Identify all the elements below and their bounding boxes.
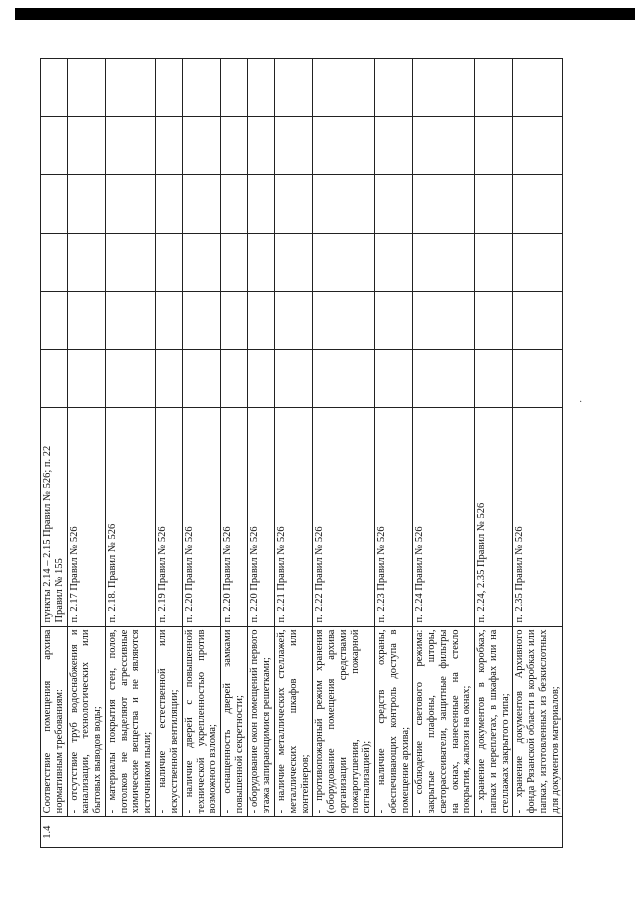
blank-cell — [375, 233, 413, 291]
table-row — [513, 59, 563, 848]
table-row — [221, 59, 248, 848]
requirement-cell: - наличие металлических стеллажей, металлических шкафов или контейнеров; — [275, 626, 313, 817]
blank-cell — [67, 233, 105, 291]
blank-cell — [313, 233, 375, 291]
blank-cell — [375, 117, 413, 175]
blank-cell — [41, 59, 68, 117]
requirement-cell: - наличие естественной или искусственной вентиляции; — [155, 626, 182, 817]
blank-cell — [182, 59, 220, 117]
reference-cell: п. 2.23 Правил № 526 — [375, 408, 413, 626]
blank-cell — [67, 175, 105, 233]
reference-cell: п. 2.20 Правил № 526 — [182, 408, 220, 626]
blank-cell — [475, 291, 513, 349]
requirement-cell: - материалы покрытия стен, полов, потолков не выделяют агрессивные химические вещества и не являются источником пыли; — [105, 626, 155, 817]
blank-cell — [155, 291, 182, 349]
blank-cell — [182, 175, 220, 233]
blank-cell — [475, 59, 513, 117]
reference-header-cell: пункты 2.14 – 2.15 Правил № 526; п. 22 Правил № 155 — [41, 408, 68, 626]
table-header-row — [41, 59, 68, 848]
blank-cell — [413, 291, 475, 349]
blank-cell — [221, 117, 248, 175]
blank-cell — [105, 349, 155, 407]
blank-cell — [275, 349, 313, 407]
blank-cell — [182, 233, 220, 291]
blank-cell — [275, 59, 313, 117]
blank-cell — [221, 233, 248, 291]
blank-cell — [155, 233, 182, 291]
table-row — [475, 59, 513, 848]
blank-cell — [41, 117, 68, 175]
blank-cell — [513, 291, 563, 349]
blank-cell — [105, 291, 155, 349]
table-row — [375, 59, 413, 848]
blank-cell — [105, 117, 155, 175]
requirement-header-cell: Соответствие помещения архива нормативным требованиям: — [41, 626, 68, 817]
blank-cell — [513, 175, 563, 233]
blank-cell — [413, 117, 475, 175]
reference-cell: п. 2.18. Правил № 526 — [105, 408, 155, 626]
blank-cell — [67, 349, 105, 407]
blank-cell — [413, 349, 475, 407]
blank-cell — [248, 59, 275, 117]
requirement-cell: - отсутствие труб водоснабжения и канализации, технологических или бытовых выводов воды; — [67, 626, 105, 817]
blank-cell — [182, 117, 220, 175]
blank-cell — [41, 175, 68, 233]
requirement-cell: - оснащенность дверей замками повышенной секретности; — [221, 626, 248, 817]
blank-cell — [413, 233, 475, 291]
blank-cell — [155, 349, 182, 407]
blank-cell — [248, 175, 275, 233]
blank-cell — [513, 59, 563, 117]
blank-cell — [67, 59, 105, 117]
reference-cell: п. 2.24, 2.35 Правил № 526 — [475, 408, 513, 626]
blank-cell — [413, 175, 475, 233]
reference-cell: п. 2.22 Правил № 526 — [313, 408, 375, 626]
scan-speck: · — [579, 397, 583, 408]
blank-cell — [105, 59, 155, 117]
blank-cell — [275, 291, 313, 349]
table-row — [248, 59, 275, 848]
reference-cell: п. 2.20 Правил № 526 — [221, 408, 248, 626]
blank-cell — [475, 233, 513, 291]
requirement-cell: - наличие средств охраны, обеспечивающих контроль доступа в помещение архива; — [375, 626, 413, 817]
blank-cell — [221, 175, 248, 233]
reference-cell: п. 2.21 Правил № 526 — [275, 408, 313, 626]
rotated-page — [40, 58, 561, 848]
reference-cell: п. 2.17 Правил № 526 — [67, 408, 105, 626]
table-row — [275, 59, 313, 848]
blank-cell — [221, 349, 248, 407]
reference-cell: п. 2.19 Правил № 526 — [155, 408, 182, 626]
reference-cell: п. 2.24 Правил № 526 — [413, 408, 475, 626]
table-row — [313, 59, 375, 848]
blank-cell — [275, 175, 313, 233]
scan-top-border — [15, 8, 635, 20]
blank-cell — [221, 59, 248, 117]
blank-cell — [313, 117, 375, 175]
blank-cell — [41, 291, 68, 349]
blank-cell — [413, 59, 475, 117]
blank-cell — [313, 291, 375, 349]
blank-cell — [248, 233, 275, 291]
blank-cell — [475, 175, 513, 233]
blank-cell — [41, 233, 68, 291]
blank-cell — [475, 117, 513, 175]
archive-requirements-table — [40, 58, 563, 848]
blank-cell — [105, 233, 155, 291]
table-row — [155, 59, 182, 848]
requirement-cell: - хранение документов в коробках, папках и переплетах, в шкафах или на стеллажах закрытого типа; — [475, 626, 513, 817]
requirement-cell: - оборудование окон помещений первого этажа запирающимися решетками; — [248, 626, 275, 817]
reference-cell: п. 2.35 Правил № 526 — [513, 408, 563, 626]
table-row — [182, 59, 220, 848]
blank-cell — [155, 59, 182, 117]
blank-cell — [67, 291, 105, 349]
section-number-cell: 1.4 — [41, 817, 563, 848]
blank-cell — [248, 117, 275, 175]
reference-cell: п. 2.20 Правил № 526 — [248, 408, 275, 626]
table-row — [67, 59, 105, 848]
blank-cell — [375, 349, 413, 407]
blank-cell — [105, 175, 155, 233]
blank-cell — [313, 175, 375, 233]
blank-cell — [248, 291, 275, 349]
requirement-cell: - наличие дверей с повышенной технической укрепленностью против возможного взлома; — [182, 626, 220, 817]
blank-cell — [513, 117, 563, 175]
blank-cell — [375, 291, 413, 349]
blank-cell — [182, 349, 220, 407]
requirement-cell: - хранение документов Архивного фонда Рязанской области в коробках или папках, изготовленных из безкислотных для документов материалов; — [513, 626, 563, 817]
blank-cell — [182, 291, 220, 349]
blank-cell — [41, 349, 68, 407]
blank-cell — [513, 349, 563, 407]
blank-cell — [513, 233, 563, 291]
requirement-cell: - противопожарный режим хранения (оборудование помещения архива организации средствами пожаротушения, пожарной сигнализацией); — [313, 626, 375, 817]
blank-cell — [248, 349, 275, 407]
blank-cell — [375, 59, 413, 117]
blank-cell — [155, 117, 182, 175]
blank-cell — [313, 349, 375, 407]
blank-cell — [475, 349, 513, 407]
blank-cell — [67, 117, 105, 175]
blank-cell — [375, 175, 413, 233]
table-row — [105, 59, 155, 848]
table-row — [413, 59, 475, 848]
blank-cell — [155, 175, 182, 233]
blank-cell — [275, 117, 313, 175]
requirement-cell: - соблюдение светового режима: закрытые плафоны, шторы, светорассеиватели, защитные фильтры на окнах, нанесенные на стекло покрытия, жалюзи на окнах; — [413, 626, 475, 817]
blank-cell — [221, 291, 248, 349]
blank-cell — [313, 59, 375, 117]
blank-cell — [275, 233, 313, 291]
